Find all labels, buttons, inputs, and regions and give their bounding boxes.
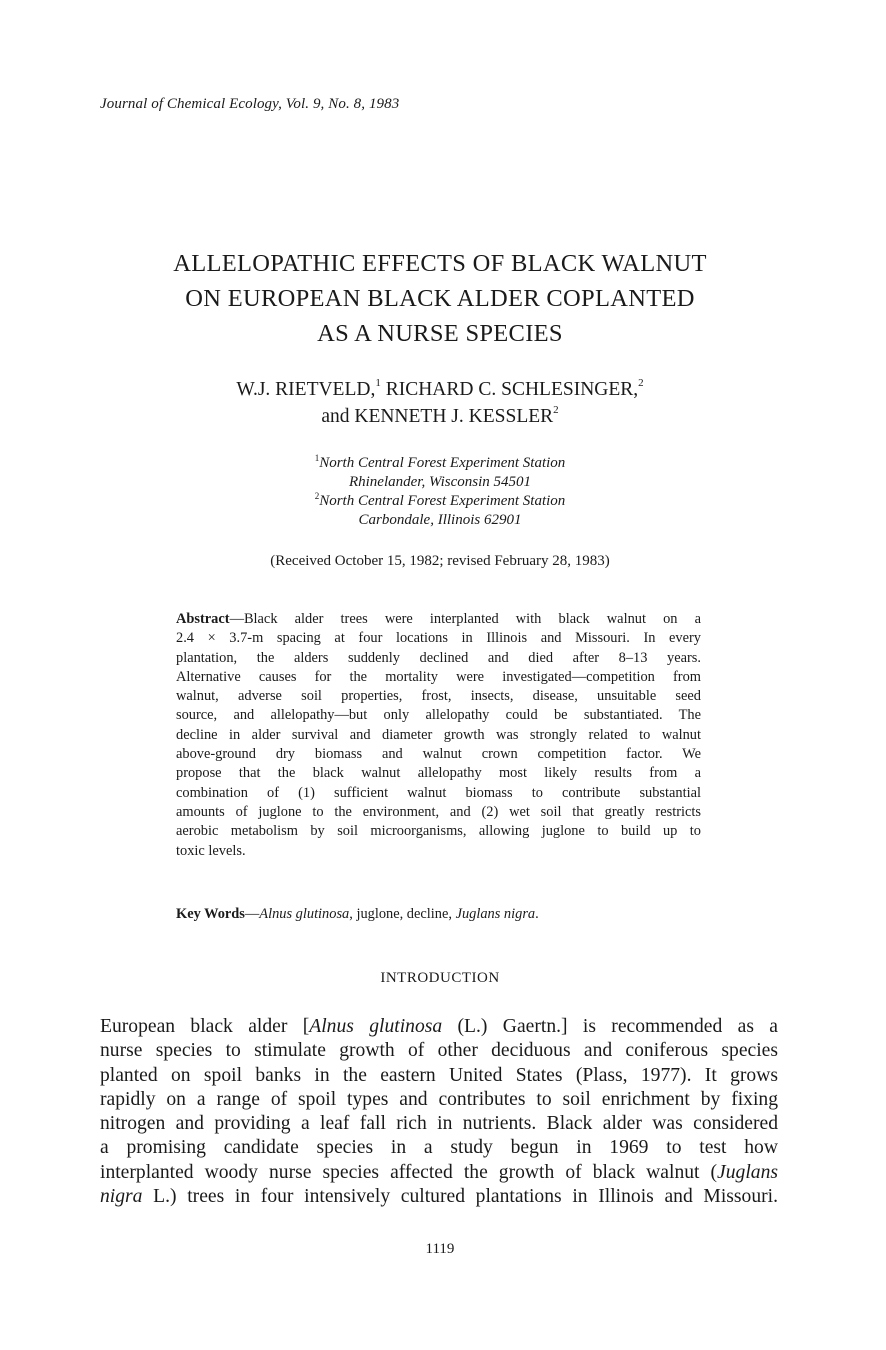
body-italic: Alnus glutinosa <box>309 1016 443 1037</box>
keyword-italic: Juglans nigra <box>455 906 536 922</box>
abstract-line: above-ground dry biomass and walnut crown competition factor. We <box>176 746 701 763</box>
body-line: nitrogen and providing a leaf fall rich in nutrients. Black alder was considered <box>100 1113 778 1135</box>
abstract-line: source, and allelopathy—but only allelopathy could be substantiated. The <box>176 707 701 724</box>
author-affil-mark: 2 <box>638 377 644 389</box>
affil-mark: 2 <box>314 491 320 501</box>
abstract-label: Abstract <box>176 611 230 627</box>
abstract-line: propose that the black walnut allelopathy most likely results from a <box>176 765 701 782</box>
body-line: nurse species to stimulate growth of other deciduous and coniferous species <box>100 1040 778 1062</box>
abstract-line: toxic levels. <box>176 842 246 859</box>
keywords-dash: — <box>244 906 260 922</box>
body-text: European black alder [ <box>100 1016 310 1037</box>
page-number: 1119 <box>425 1241 455 1257</box>
affil-city: Rhinelander, Wisconsin 54501 <box>348 474 532 490</box>
body-line: planted on spoil banks in the eastern United States (Plass, 1977). It grows <box>100 1064 778 1086</box>
keywords <box>176 906 701 923</box>
keyword-text: , juglone, decline, <box>349 906 456 922</box>
article-title <box>100 246 780 351</box>
title-line: AS A NURSE SPECIES <box>317 320 563 347</box>
abstract-line: amounts of juglone to the environment, and (2) wet soil that greatly restricts <box>176 803 701 820</box>
keyword-text: . <box>535 906 539 922</box>
affil-institution: North Central Forest Experiment Station <box>319 493 566 509</box>
body-line: a promising candidate species in a study begun in 1969 to test how <box>100 1137 778 1159</box>
author-name: and KENNETH J. KESSLER <box>321 406 554 427</box>
title-line: ON EUROPEAN BLACK ALDER COPLANTED <box>185 285 695 312</box>
body-line: rapidly on a range of spoil types and contributes to soil enrichment by fixing <box>100 1088 778 1110</box>
author-affil-mark: 1 <box>375 377 381 389</box>
abstract-line: plantation, the alders suddenly declined and died after 8–13 years. <box>176 649 701 666</box>
abstract-line: walnut, adverse soil properties, frost, insects, disease, unsuitable seed <box>176 688 701 705</box>
abstract-line: combination of (1) sufficient walnut biomass to contribute substantial <box>176 784 701 801</box>
abstract-line: Alternative causes for the mortality were investigated—competition from <box>176 668 701 685</box>
abstract-line: 2.4 × 3.7-m spacing at four locations in Illinois and Missouri. In every <box>176 630 701 647</box>
body-italic: Juglans <box>717 1161 778 1183</box>
author-list <box>100 376 780 430</box>
affil-mark: 1 <box>314 453 320 463</box>
affiliations <box>100 454 780 530</box>
body-italic: nigra <box>100 1186 143 1208</box>
body-paragraph <box>100 1015 778 1209</box>
received-dates: (Received October 15, 1982; revised February 28, 1983) <box>270 553 610 569</box>
abstract-line: aerobic metabolism by soil microorganisms, allowing juglone to build up to <box>176 823 701 840</box>
title-line: ALLELOPATHIC EFFECTS OF BLACK WALNUT <box>173 250 707 277</box>
author-name: RICHARD C. SCHLESINGER, <box>385 379 639 400</box>
author-name: W.J. RIETVELD, <box>236 379 376 400</box>
body-text: (L.) Gaertn.] is recommended as a <box>442 1016 779 1037</box>
section-heading: INTRODUCTION <box>380 970 500 986</box>
keyword-italic: Alnus glutinosa <box>259 906 350 922</box>
abstract-line: —Black alder trees were interplanted with black walnut on a <box>229 611 701 627</box>
author-affil-mark: 2 <box>553 404 559 416</box>
journal-citation: Journal of Chemical Ecology, Vol. 9, No. 8, 1983 <box>100 96 400 112</box>
affil-city: Carbondale, Illinois 62901 <box>358 512 522 528</box>
affil-institution: North Central Forest Experiment Station <box>319 455 566 471</box>
keywords-label: Key Words <box>176 906 245 922</box>
abstract-line: decline in alder survival and diameter growth was strongly related to walnut <box>176 726 701 743</box>
abstract <box>176 610 701 861</box>
body-text: L.) trees in four intensively cultured plantations in Illinois and Missouri. <box>142 1186 778 1208</box>
body-text: interplanted woody nurse species affected the growth of black walnut ( <box>100 1161 718 1183</box>
